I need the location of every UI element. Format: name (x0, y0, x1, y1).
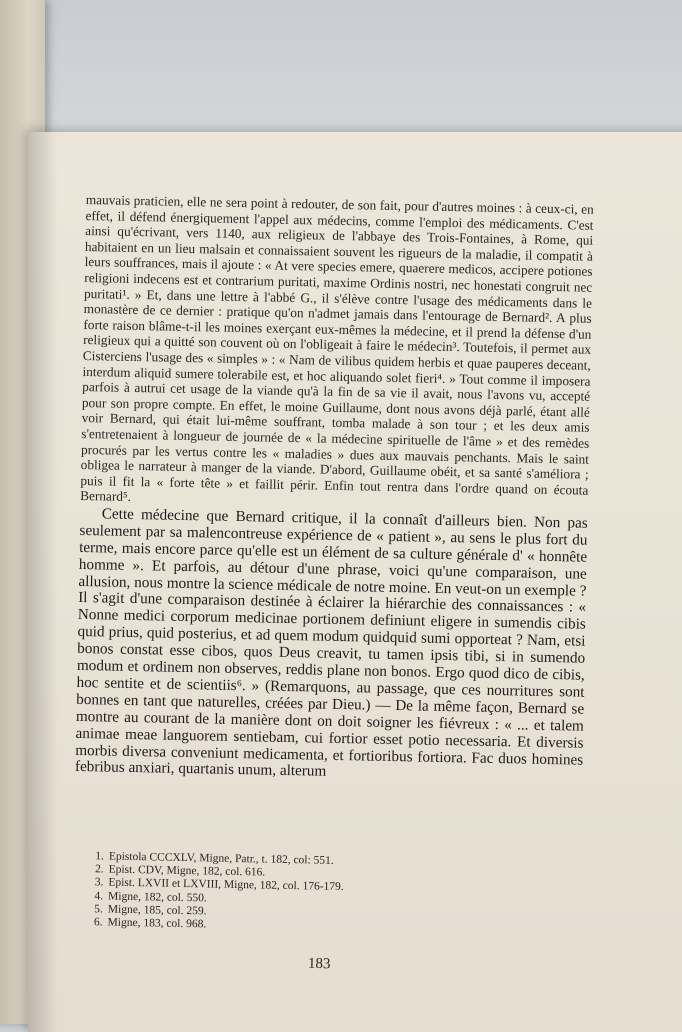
footnote: 3. Epist. LXVII et LXVIII, Migne, 182, col. 176-179. (94, 876, 344, 894)
body-paragraph-1: mauvais praticien, elle ne sera point à redouter, de son fait, pour d'autres moines : à ceux-ci, en effet, il défend énergiquement l'appel aux médecins, comme l'emploi des médicaments. C'est ainsi qu'écrivant, vers 1140, aux religieux de l'abbaye des Trois-Fontaines, à Rome, qui habitaient en un lieu malsain et connaissaient souvent les rigueurs de la maladie, il compatit à leurs souffrances, mais il ajoute : « At vere species emere, quaerere medicos, accipere potiones religioni indecens est et contrarium puritati, maxime Ordinis nostri, nec honestati congruit nec puritati¹. » Et, dans une lettre à l'abbé G., il s'élève contre l'usage des médicaments dans le monastère de ce dernier : pratique qu'on n'admet jamais dans l'entourage de Bernard². A plus forte raison blâme-t-il les moines exerçant eux-mêmes la médecine, et il prend la défense d'un religieux qui a quitté son couvent où on l'obligeait à faire le médecin³. Toutefois, il permet aux Cisterciens l'usage des « simples » : « Nam de vilibus quidem herbis et quae pauperes deceant, interdum aliquid sumere tolerabile est, et hoc aliquando solet fieri⁴. » Tout comme il imposera parfois à autrui cet usage de la viande qu'à la fin de sa vie il avait, nous l'avons vu, accepté pour son propre compte. En effet, le moine Guillaume, dont nous avons déjà parlé, étant allé voir Bernard, qui était lui-même souffrant, tomba malade à son tour ; et les deux amis s'entretenaient à longueur de journée de « la médecine spirituelle de l'âme » et des remèdes procurés par les vertus contre les « maladies » dues aux mauvais penchants. Mais le saint obligea le narrateur à manger de la viande. D'abord, Guillaume obéit, et sa santé s'améliora ; puis il fit la « forte tête » et faillit périr. Enfin tout rentra dans l'ordre quand on écouta Bernard⁵. (80, 192, 594, 505)
footnote: 1. Epistola CCCXLV, Migne, Patr., t. 182, col: 551. (95, 850, 334, 867)
footnote: 2. Epist. CDV, Migne, 182, col. 616. (94, 863, 266, 879)
page-body (74, 192, 593, 801)
page-number: 183 (307, 955, 331, 973)
footnote: 4. Migne, 182, col. 550. (94, 889, 207, 905)
footnote: 5. Migne, 185, col. 259. (94, 903, 207, 918)
footnotes (78, 850, 599, 939)
page-gutter-shadow (28, 132, 58, 1032)
footnote: 6. Migne, 183, col. 968. (93, 916, 207, 931)
body-paragraph-2: Cette médecine que Bernard critique, il la connaît d'ailleurs bien. Non pas seulement par sa malencontreuse expérience de « patient », au sens le plus fort du terme, mais encore parce qu'elle est un élément de sa culture générale d' « honnête homme ». Et parfois, au détour d'une phrase, voici qu'une comparaison, une allusion, nous montre la science médicale de notre moine. En veut-on un exemple ? Il s'agit d'une comparaison destinée à éclairer la hiérarchie des connaissances : « Nonne medici corporum medicinae portionem definiunt eligere in sumendis cibis quid prius, quid posterius, et ad quem modum quidquid sumi opporteat ? Nam, etsi bonos constat esse cibos, quos Deus creavit, tu tamen ipsis tibi, si in sumendo modum et ordinem non observes, reddis plane non bonos. Ergo quod dico de cibis, hoc sentite et de scientiis⁶. » (Remarquons, au passage, que ces nourritures sont bonnes en tant que naturelles, créées par Dieu.) — De la même façon, Bernard se montre au courant de la manière dont on doit soigner les fiévreux : « ... et talem animae meae languorem sentiebam, cui fortior esset potio necessaria. Et diversis morbis diversa conveniunt medicamenta, et fortioribus fortiora. Fac duos homines febribus anxiari, quartanis unum, alterum (74, 505, 588, 781)
